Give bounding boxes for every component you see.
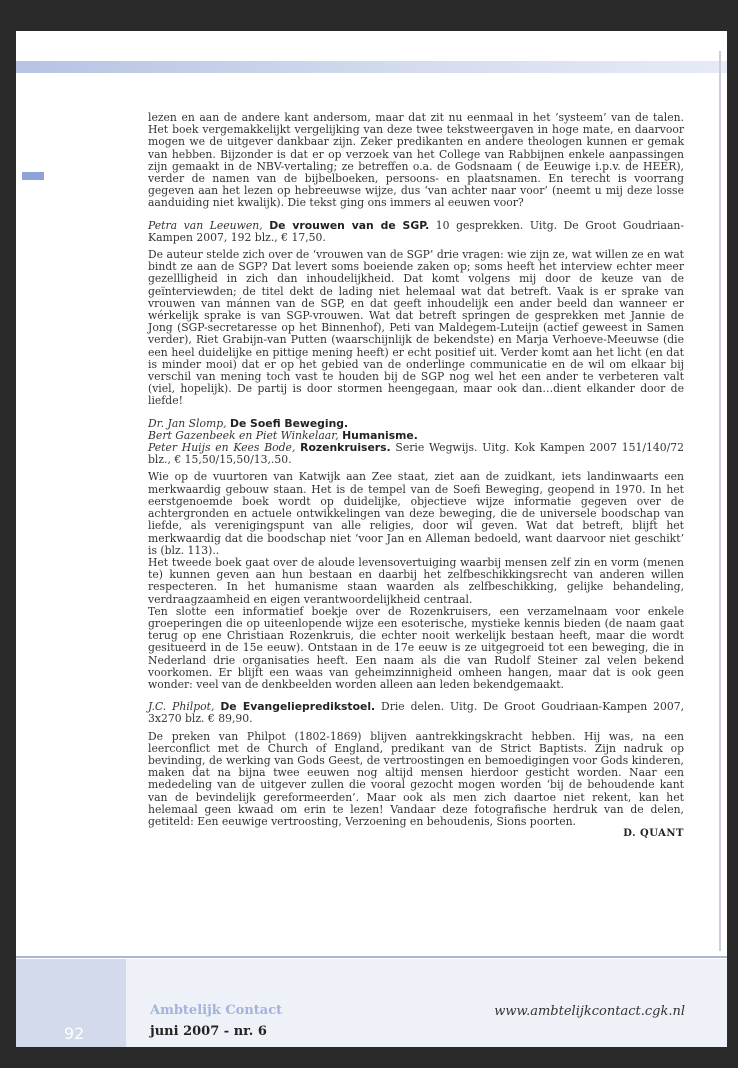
citation: J.C. Philpot, De Evangeliepredikstoel. Drie delen. Uitg. De Groot Goudriaan-Kampen 2007, 3x270 blz. € 89,90. bbox=[148, 700, 684, 726]
review-paragraph: Wie op de vuurtoren van Katwijk aan Zee staat, ziet aan de zuidkant, iets landinwaarts een merkwaardig gebouw staan. Het is de tempel van de Soefi Beweging, geopend in 1970. In het eerstgenoemde boek wordt op duidelijke, objectieve wijze informatie gegeven over de achtergronden en actuele ontwikkelingen van deze beweging, die de universele boodschap van liefde, als verenigingspunt van alle religies, door wil geven. Wat dat betreft, blijft het merkwaardig dat die boodschap niet ‘voor Jan en Alleman bedoeld, want daarvoor niet geschikt’ is (blz. 113).. bbox=[148, 470, 684, 557]
citation: Petra van Leeuwen, De vrouwen van de SGP. 10 gesprekken. Uitg. De Groot Goudriaan-Kampen 2007, 192 blz., € 17,50. bbox=[148, 218, 684, 244]
review-paragraph: Het tweede boek gaat over de aloude levensovertuiging waarbij mensen zelf zin en vorm (menen te) kunnen geven aan hun bestaan en daarbij het zelfbeschikkingsrecht van anderen willen respecteren. In het humanisme staan waarden als zelfbeschikking, gelijke behandeling, verdraagzaamheid en eigen verantwoordelijkheid centraal. bbox=[148, 555, 684, 606]
right-margin-rule bbox=[719, 51, 721, 951]
citation: Peter Huijs en Kees Bode, Rozenkruisers. Serie Wegwijs. Uitg. Kok Kampen 2007 151/140/72 blz., € 15,50/15,50/13,.50. bbox=[148, 441, 684, 467]
footer-divider bbox=[16, 956, 727, 958]
author-signature: D. QUANT bbox=[623, 828, 684, 840]
magazine-name: Ambtelijk Contact bbox=[150, 1003, 283, 1018]
citation: Bert Gazenbeek en Piet Winkelaar, Humanisme. bbox=[148, 428, 418, 442]
issue-label: juni 2007 - nr. 6 bbox=[150, 1024, 267, 1039]
website-url[interactable]: www.ambtelijkcontact.cgk.nl bbox=[494, 1004, 685, 1019]
page-number: 92 bbox=[64, 1024, 85, 1043]
review-paragraph: De auteur stelde zich over de ‘vrouwen van de SGP’ drie vragen: wie zijn ze, wat willen ze en wat bindt ze aan de SGP? Dat levert soms boeiende zaken op; soms heeft het interview echter meer gezellligheid in zich dan inhoudelijkheid. Dat komt volgens mij door de keuze van de geïnterviewden; de titel dekt de lading niet helemaal wat dat betreft. Vaak is er sprake van vrouwen van mánnen van de SGP, en dat geeft inhoudelijk een ander beeld dan wanneer er wérkelijk sprake is van SGP-vrouwen. Wat dat betreft springen de gesprekken met Jannie de Jong (SGP-secretaresse op het Binnenhof), Peti van Maldegem-Luteijn (actief geweest in Samen verder), Riet Grabijn-van Putten (waarschijnlijk de bekendste) en Marja Verhoeve-Meeuwse (die een heel duidelijke en pittige mening heeft) er echt positief uit. Verder komt aan het licht (en dat is minder mooi) dat er op het gebied van de onderlinge communicatie en de wil om elkaar bij verschil van mening toch vast te houden bij de SGP nog wel het een ander te verbeteren valt (viel, hopelijk). De partij is door stormen heengegaan, maar ook dan…dient elkander door de liefde! bbox=[148, 248, 684, 408]
intro-paragraph: lezen en aan de andere kant andersom, maar dat zit nu eenmaal in het ‘systeem’ van de talen. Het boek vergemakkelijkt vergelijking van deze twee tekstweergaven in hoge mate, en daarvoor mogen we de uitgever dankbaar zijn. Zeker predikanten en andere theologen kunnen er gemak van hebben. Bijzonder is dat er op verzoek van het College van Rabbijnen enkele aanpassingen zijn gemaakt in de NBV-vertaling; ze betreffen o.a. de Godsnaam ( de Eeuwige i.p.v. de HEER), verder de namen van de bijbelboeken, persoons- en plaatsnamen. En terecht is voorrang gegeven aan het lezen op hebreeuwse wijze, dus ‘van achter naar voor’ (neemt u mij deze losse aanduiding niet kwalijk). Die tekst ging ons immers al eeuwen voor? bbox=[148, 111, 684, 210]
review-paragraph: De preken van Philpot (1802-1869) blijven aantrekkingskracht hebben. Hij was, na een leerconflict met de Church of England, predikant van de Strict Baptists. Zijn nadruk op bevinding, de werking van Gods Geest, de vertroostingen en bemoedigingen voor Gods kinderen, maken dat na bijna twee eeuwen nog altijd mensen hierdoor gesticht worden. Naar een mededeling van de uitgever zullen die vooral gezocht mogen worden ‘bij de behoudende kant van de bevindelijk gereformeerden’. Maar ook als men zich daartoe niet rekent, kan het helemaal geen kwaad om erin te lezen! Vandaar deze fotografische herdruk van de delen, getiteld: Een eeuwige vertroosting, Verzoening en behoudenis, Sions poorten. bbox=[148, 729, 684, 828]
review-paragraph: Ten slotte een informatief boekje over de Rozenkruisers, een verzamelnaam voor enkele groeperingen die op uiteenlopende wijze een esoterische, mystieke kennis bieden (de naam gaat terug op ene Christiaan Rozenkruis, die echter nooit werkelijk bestaan heeft, maar die wordt gesitueerd in de 15e eeuw). Ontstaan in de 17e eeuw is ze uitgegroeid tot een beweging, die in Nederland drie organisaties heeft. Een naam als die van Rudolf Steiner zal velen bekend voorkomen. Er blijft een waas van geheimzinnigheid omheen hangen, maar dat is ook geen wonder: veel van de denkbeelden worden alleen aan leden bekendgemaakt. bbox=[148, 604, 684, 691]
article-body bbox=[148, 112, 684, 840]
citation: Dr. Jan Slomp, De Soefi Beweging. bbox=[148, 416, 349, 430]
left-margin-marker bbox=[22, 172, 44, 180]
header-band bbox=[16, 61, 727, 73]
page bbox=[16, 31, 727, 1047]
